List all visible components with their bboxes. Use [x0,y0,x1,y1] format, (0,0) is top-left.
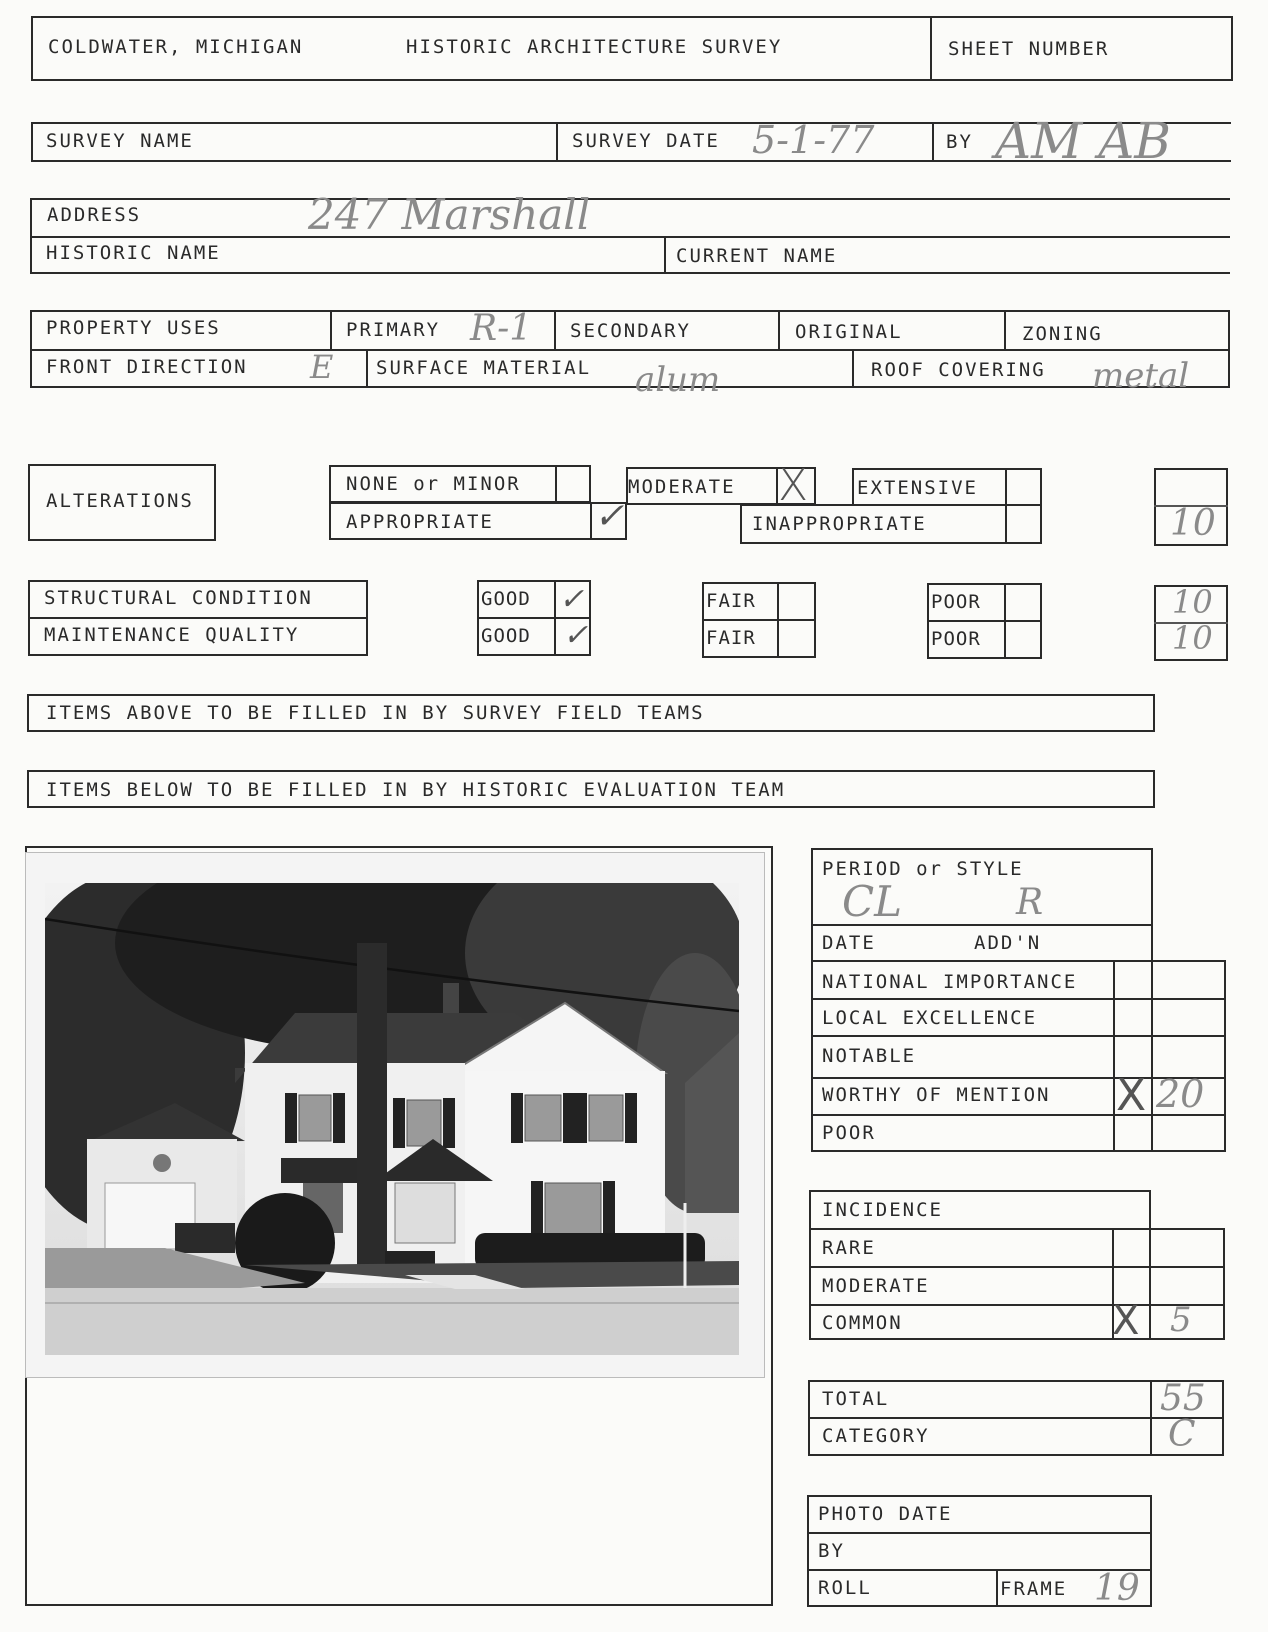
period-label: PERIOD or STYLE [822,858,1024,880]
historic-name-label: HISTORIC NAME [46,242,221,264]
frame-label: FRAME [1000,1578,1068,1600]
survey-by-label: BY [946,131,973,153]
photo-date-label: PHOTO DATE [818,1503,953,1525]
header-city: COLDWATER, MICHIGAN [48,36,304,58]
extensive-label: EXTENSIVE [857,477,978,499]
period-value-1: CL [842,877,903,926]
property-row-line [30,349,1230,351]
extensive-check-div [1005,468,1007,506]
local-excellence-label: LOCAL EXCELLENCE [822,1007,1038,1029]
good-label-maintenance: GOOD [481,625,531,647]
roof-covering-value: metal [1092,356,1190,396]
fair-row-line [702,619,816,621]
photo-frame-div [996,1569,998,1607]
alterations-label: ALTERATIONS [46,490,194,512]
inc-line-4 [809,1338,1223,1340]
poor-label-structural: POOR [931,591,981,613]
property-div-1 [330,310,332,349]
note-below: ITEMS BELOW TO BE FILLED IN BY HISTORIC EVALUATION TEAM [46,779,786,801]
good-check-div [554,580,556,656]
poor-check-div [1004,583,1006,659]
property-div-2 [554,310,556,349]
inc-line-2 [809,1266,1223,1268]
moderate-mark: X [778,460,809,511]
frame-value: 19 [1094,1568,1140,1609]
fair-label-maintenance: FAIR [706,627,756,649]
address-divider [664,236,666,274]
worthy-mark: X [1116,1070,1147,1121]
front-direction-value: E [310,348,334,386]
incidence-label: INCIDENCE [822,1199,943,1221]
period-value-2: R [1016,882,1044,923]
eval-line-7 [811,1150,1225,1152]
fair-label-structural: FAIR [706,590,756,612]
secondary-label: SECONDARY [570,320,691,342]
inc-line-1 [809,1228,1223,1230]
eval-score-div [1113,960,1115,1152]
notable-label: NOTABLE [822,1045,917,1067]
common-label: COMMON [822,1312,903,1334]
address-value: 247 Marshall [308,190,591,239]
inc-line-3 [809,1304,1223,1306]
category-value: C [1168,1414,1196,1455]
none-minor-check-div [555,465,557,503]
inc-score-right [1223,1228,1225,1340]
structural-score: 10 [1172,583,1213,621]
worthy-label: WORTHY OF MENTION [822,1084,1051,1106]
total-label: TOTAL [822,1388,890,1410]
appropriate-mark: ✓ [594,496,625,537]
surface-material-value: alum [635,360,721,400]
roll-label: ROLL [818,1577,872,1599]
common-score: 5 [1170,1300,1192,1340]
maintenance-quality-label: MAINTENANCE QUALITY [44,624,300,646]
eval-poor-label: POOR [822,1122,876,1144]
original-label: ORIGINAL [795,321,903,343]
moderate-label: MODERATE [628,476,736,498]
survey-date-label: SURVEY DATE [572,130,720,152]
fair-check-div [777,582,779,658]
condition-row-line [28,617,368,619]
address-label: ADDRESS [47,204,142,226]
maintenance-score: 10 [1172,619,1213,657]
note-above: ITEMS ABOVE TO BE FILLED IN BY SURVEY FIELD TEAMS [46,702,705,724]
property-div-6 [852,349,854,388]
date-label: DATE [822,932,876,954]
rare-label: RARE [822,1237,876,1259]
structural-condition-label: STRUCTURAL CONDITION [44,587,313,609]
eval-line-2 [811,960,1225,962]
total-value: 55 [1160,1378,1206,1419]
appropriate-label: APPROPRIATE [346,511,494,533]
photo-line-1 [807,1532,1152,1534]
survey-divider-2 [932,122,934,162]
survey-divider-1 [556,122,558,162]
inappropriate-check-div [1005,504,1007,544]
roof-covering-label: ROOF COVERING [871,359,1046,381]
survey-date-value: 5-1-77 [752,118,875,162]
eval-score-right [1224,960,1226,1152]
survey-by-value: AM AB [995,112,1172,170]
sheet-number-label: SHEET NUMBER [948,38,1110,60]
zoning-label: ZONING [1022,323,1103,345]
poor-row-line [927,620,1042,622]
surface-material-label: SURFACE MATERIAL [376,357,592,379]
property-div-4 [1004,310,1006,349]
address-row-line [30,236,1230,238]
poor-label-maintenance: POOR [931,628,981,650]
inappropriate-label: INAPPROPRIATE [752,513,927,535]
addn-label: ADD'N [974,932,1042,954]
header-divider [930,16,932,81]
eval-line-3 [811,998,1225,1000]
survey-name-label: SURVEY NAME [46,130,194,152]
none-minor-label: NONE or MINOR [346,473,521,495]
current-name-label: CURRENT NAME [676,245,838,267]
common-mark: X [1112,1298,1140,1344]
structural-good-mark: ✓ [559,582,585,617]
national-importance-label: NATIONAL IMPORTANCE [822,971,1078,993]
inc-moderate-label: MODERATE [822,1275,930,1297]
primary-value: R-1 [470,308,533,349]
house-photo [45,883,739,1355]
photo-by-label: BY [818,1540,845,1562]
property-div-3 [778,310,780,349]
maintenance-good-mark: ✓ [563,618,589,653]
primary-label: PRIMARY [346,319,441,341]
header-title: HISTORIC ARCHITECTURE SURVEY [406,36,783,58]
front-direction-label: FRONT DIRECTION [46,356,248,378]
totals-div [1150,1380,1152,1456]
good-label-structural: GOOD [481,588,531,610]
category-label: CATEGORY [822,1425,930,1447]
property-uses-label: PROPERTY USES [46,317,221,339]
property-div-5 [366,349,368,388]
worthy-score: 20 [1156,1072,1205,1116]
eval-line-4 [811,1035,1225,1037]
alterations-score: 10 [1170,503,1216,544]
appropriate-check-div [590,502,592,540]
